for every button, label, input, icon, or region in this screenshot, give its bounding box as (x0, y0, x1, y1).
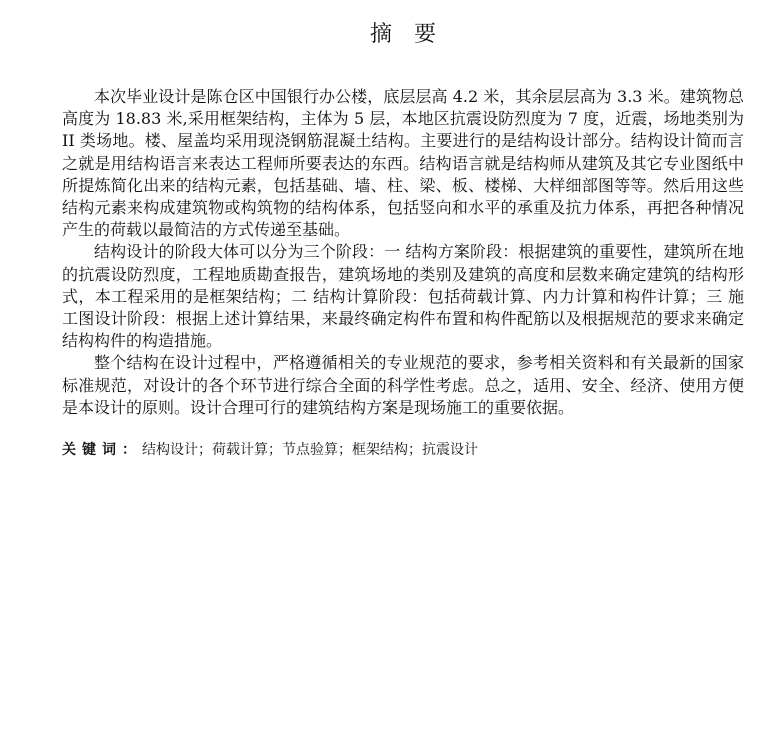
keywords-label: 关键词： (62, 442, 142, 459)
abstract-paragraph-1: 本次毕业设计是陈仓区中国银行办公楼，底层层高 4.2 米，其余层层高为 3.3 米。建筑物总高度为 18.83 米,采用框架结构，主体为 5 层，本地区抗震设防烈度为 7 度，近震，场地类别为 II 类场地。楼、屋盖均采用现浇钢筋混凝土结构。主要进行的是结构设计部分。结构设计简而言之就是用结构语言来表达工程师所要表达的东西。结构语言就是结构师从建筑及其它专业图纸中所提炼简化出来的结构元素，包括基础、墙、柱、梁、板、楼梯、大样细部图等等。然后用这些结构元素来构成建筑物或构筑物的结构体系，包括竖向和水平的承重及抗力体系，再把各种情况产生的荷载以最简洁的方式传递至基础。 (62, 87, 744, 240)
keywords-line (62, 439, 744, 461)
abstract-body (62, 86, 744, 419)
abstract-paragraph-2: 结构设计的阶段大体可以分为三个阶段：一 结构方案阶段：根据建筑的重要性，建筑所在地的抗震设防烈度，工程地质勘查报告，建筑场地的类别及建筑的高度和层数来确定建筑的结构形式，本工程采用的是框架结构；二 结构计算阶段：包括荷载计算、内力计算和构件计算；三 施工图设计阶段：根据上述计算结果，来最终确定构件布置和构件配筋以及根据规范的要求来确定结构构件的构造措施。 (62, 242, 744, 351)
keywords-value: 结构设计；荷载计算；节点验算；框架结构；抗震设计 (142, 442, 478, 459)
abstract-paragraph-3: 整个结构在设计过程中，严格遵循相关的专业规范的要求，参考相关资料和有关最新的国家标准规范，对设计的各个环节进行综合全面的科学性考虑。总之，适用、安全、经济、使用方便是本设计的原则。设计合理可行的建筑结构方案是现场施工的重要依据。 (62, 353, 744, 417)
abstract-title: 摘要 (369, 22, 458, 47)
abstract-page (62, 0, 744, 461)
